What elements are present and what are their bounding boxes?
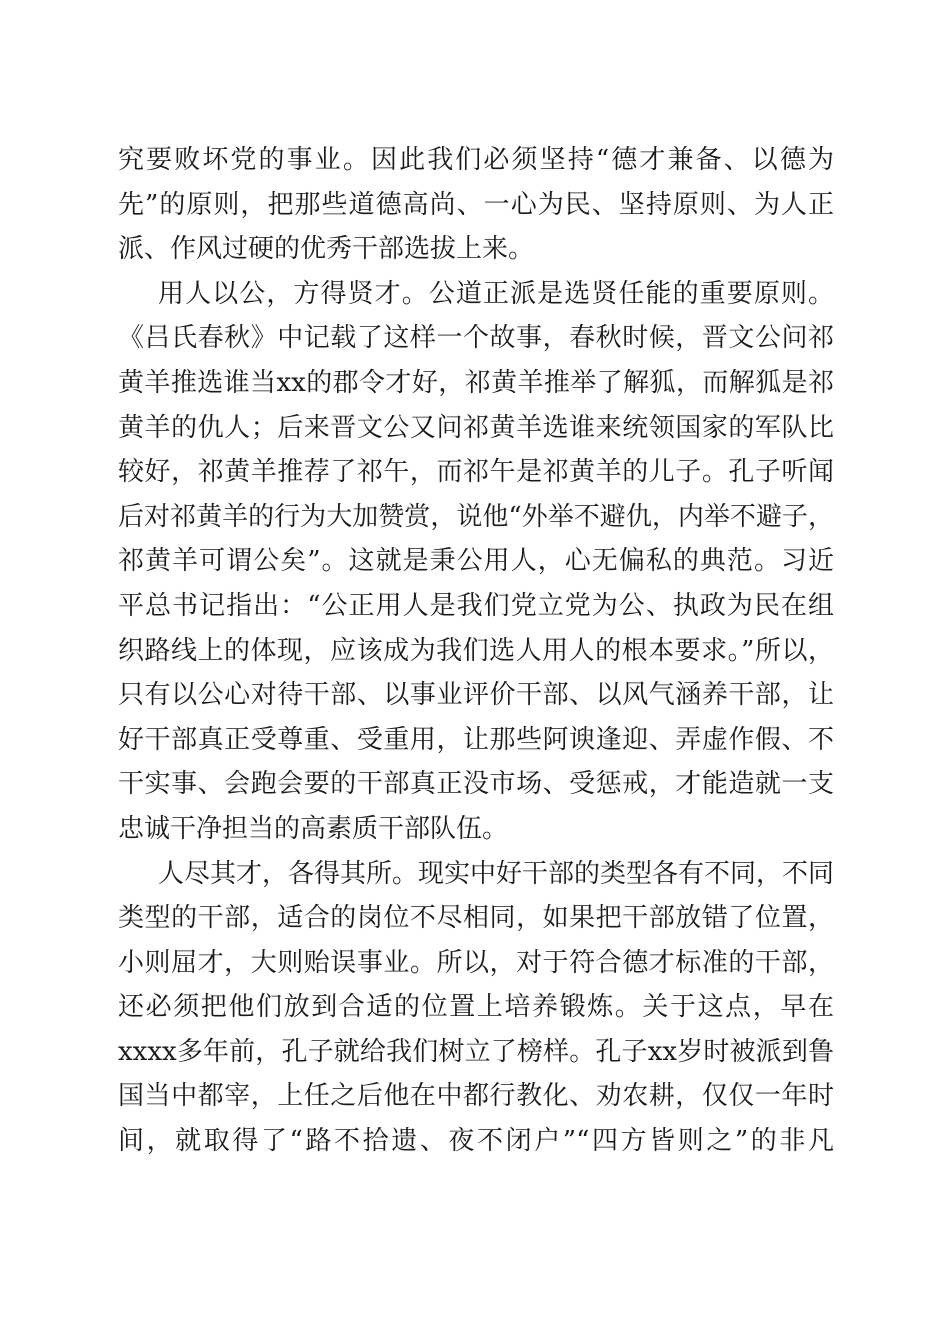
text-line: 间，就取得了“路不拾遗、夜不闭户”“四方皆则之”的非凡 <box>118 1126 834 1157</box>
paragraph-first-line: 用人以公，方得贤才。公道正派是选贤任能的重要原则。 <box>158 278 834 309</box>
text-line: 国当中都宰，上任之后他在中都行教化、劝农耕，仅仅一年时 <box>118 1081 834 1112</box>
text-line: 较好，祁黄羊推荐了祁午，而祁午是祁黄羊的儿子。孔子听闻 <box>118 457 834 488</box>
text-line: xxxx多年前，孔子就给我们树立了榜样。孔子xx岁时被派到鲁 <box>118 1036 834 1067</box>
text-line: 织路线上的体现，应该成为我们选人用人的根本要求。”所以， <box>118 635 834 666</box>
text-line: 只有以公心对待干部、以事业评价干部、以风气涵养干部，让 <box>118 680 834 711</box>
text-line: 干实事、会跑会要的干部真正没市场、受惩戒，才能造就一支 <box>118 769 834 800</box>
text-line: 忠诚干净担当的高素质干部队伍。 <box>118 813 509 844</box>
text-line: 祁黄羊可谓公矣”。这就是秉公用人，心无偏私的典范。习近 <box>118 546 834 577</box>
text-line: 黄羊的仇人；后来晋文公又问祁黄羊选谁来统领国家的军队比 <box>118 412 834 443</box>
text-line: 好干部真正受尊重、受重用，让那些阿谀逢迎、弄虚作假、不 <box>118 724 834 755</box>
text-line: 还必须把他们放到合适的位置上培养锻炼。关于这点，早在 <box>118 992 834 1023</box>
text-line: 先”的原则，把那些道德高尚、一心为民、坚持原则、为人正 <box>118 189 834 220</box>
text-line: 小则屈才，大则贻误事业。所以，对于符合德才标准的干部， <box>118 947 834 978</box>
text-line: 类型的干部，适合的岗位不尽相同，如果把干部放错了位置， <box>118 903 834 934</box>
text-line: 平总书记指出：“公正用人是我们党立党为公、执政为民在组 <box>118 590 834 621</box>
text-line: 派、作风过硬的优秀干部选拔上来。 <box>118 234 535 265</box>
text-line: 《吕氏春秋》中记载了这样一个故事，春秋时候，晋文公问祁 <box>118 323 834 354</box>
paragraph-first-line: 人尽其才，各得其所。现实中好干部的类型各有不同，不同 <box>158 858 834 889</box>
text-line: 究要败坏党的事业。因此我们必须坚持“德才兼备、以德为 <box>118 145 834 175</box>
text-line: 后对祁黄羊的行为大加赞赏，说他“外举不避仇，内举不避子， <box>118 501 834 532</box>
body-text <box>118 138 834 1164</box>
text-line: 黄羊推选谁当xx的郡令才好，祁黄羊推举了解狐，而解狐是祁 <box>118 367 834 398</box>
